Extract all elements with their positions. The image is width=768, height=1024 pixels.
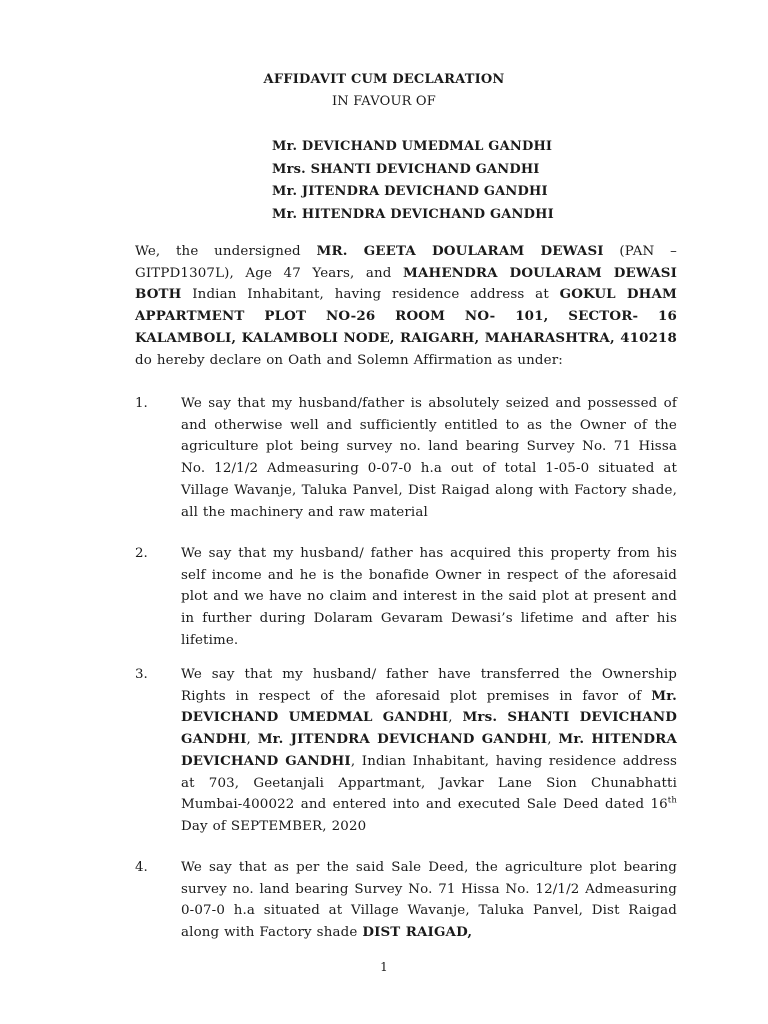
district-label: DIST RAIGAD, — [362, 924, 473, 941]
beneficiary-name: Mr. JITENDRA DEVICHAND GANDHI — [272, 184, 548, 199]
item-number: 1. — [135, 396, 148, 411]
document-subtitle: IN FAVOUR OF — [331, 94, 437, 109]
item-text: , — [448, 710, 463, 726]
item-text: , — [547, 732, 559, 748]
owner-name: Mr. JITENDRA DEVICHAND GANDHI — [257, 731, 548, 748]
beneficiary-name: Mrs. SHANTI DEVICHAND GANDHI — [272, 161, 540, 177]
item-number: 2. — [135, 546, 148, 561]
owner-name: Mrs. SHANTI DEVICHAND GANDHI — [181, 709, 677, 748]
declaration-item-3 — [181, 664, 677, 838]
owner-name: Mr. HITENDRA DEVICHAND GANDHI — [181, 731, 677, 769]
residence-address: GOKUL DHAM APPARTMENT PLOT NO-26 ROOM NO- 101, SECTOR- 16 KALAMBOLI, KALAMBOLI NODE, RAIGARH, MAHARASHTRA, 410218 — [135, 286, 677, 346]
beneficiary-names — [272, 136, 554, 226]
co-declarant-name: MAHENDRA DOULARAM DEWASI BOTH — [135, 264, 677, 303]
declaration-item-1: We say that my husband/father is absolutely seized and possessed of and otherwise well and sufficiently entitled to as the Owner of the agriculture plot being survey no. land bearing Survey No. 71 Hissa No. 12/1/2 Admeasuring 0-07-0 h.a out of total 1-05-0 situated at Village Wavanje, Taluka Panvel, Dist Raigad along with Factory shade, all the machinery and raw material — [181, 396, 677, 520]
owner-name: Mr. DEVICHAND UMEDMAL GANDHI — [181, 687, 677, 726]
item-text: , Indian Inhabitant, having residence address at 703, Geetanjali Appartmant, Javkar Lane Sion Chunabhatti Mumbai-400022 and entered into and executed Sale Deed dated 16 — [181, 753, 677, 813]
document-title: AFFIDAVIT CUM DECLARATION — [263, 72, 505, 87]
declarant-name: MR. GEETA DOULARAM DEWASI — [316, 243, 604, 259]
item-number: 4. — [135, 860, 148, 875]
beneficiary-name: Mr. DEVICHAND UMEDMAL GANDHI — [272, 139, 553, 154]
intro-text: We, the undersigned — [135, 244, 317, 259]
item-text: We say that my husband/ father have transferred the Ownership Rights in respect of the aforesaid plot premises in favor of — [181, 667, 677, 704]
item-text: Day of SEPTEMBER, 2020 — [181, 818, 367, 834]
page-number: 1 — [380, 960, 388, 974]
item-text: , — [246, 732, 258, 748]
intro-text: do hereby declare on Oath and Solemn Affirmation as under: — [135, 352, 563, 368]
item-text: We say that as per the said Sale Deed, the agriculture plot bearing survey no. land bearing Survey No. 71 Hissa No. 12/1/2 Admeasuring 0-07-0 h.a situated at Village Wavanje, Taluka Panvel, Dist Raigad along with Factory shade — [181, 860, 677, 941]
declaration-item-4 — [181, 857, 677, 944]
declaration-item-2: We say that my husband/ father has acquired this property from his self income and he is the bonafide Owner in respect of the aforesaid plot and we have no claim and interest in the said plot at present and in further during Dolaram Gevaram Dewasi’s lifetime and after his lifetime. — [181, 546, 677, 648]
intro-text: (PAN – GITPD1307L), Age 47 Years, and — [135, 244, 677, 281]
beneficiary-name: Mr. HITENDRA DEVICHAND GANDHI — [272, 206, 554, 222]
intro-text: Indian Inhabitant, having residence address at — [181, 287, 560, 303]
ordinal-suffix: th — [667, 795, 677, 806]
intro-paragraph — [135, 241, 677, 371]
item-number: 3. — [135, 667, 148, 682]
